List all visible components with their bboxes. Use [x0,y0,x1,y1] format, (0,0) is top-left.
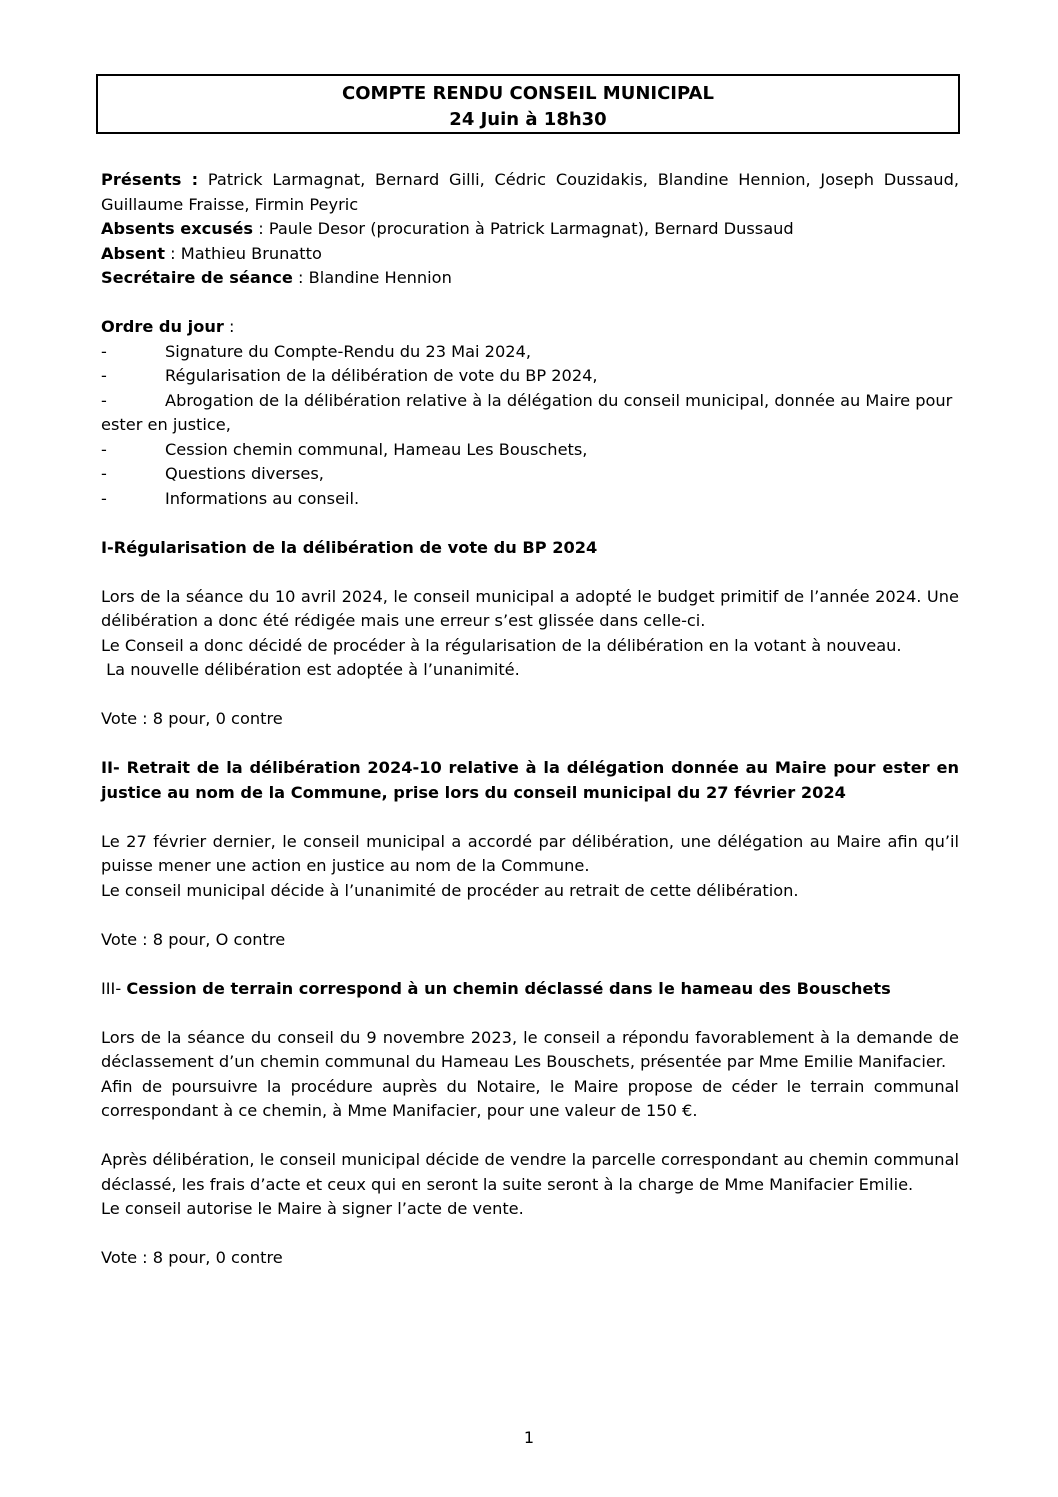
present-members [101,168,959,217]
section-2-paragraph: Le conseil municipal décide à l’unanimité de procéder au retrait de cette délibération. [101,880,799,900]
section-3-paragraph: Lors de la séance du conseil du 9 novembre 2023, le conseil a répondu favorablement à la demande de déclassement d’un chemin communal du Hameau Les Bouschets, présentée par Mme Emilie Manifacier. [101,1027,959,1071]
section-1-paragraph: Lors de la séance du 10 avril 2024, le conseil municipal a adopté le budget primitif de l’année 2024. Une délibération a donc été rédigée mais une erreur s’est glissée dans celle-ci. [101,586,959,630]
section-1-paragraph: La nouvelle délibération est adoptée à l’unanimité. [101,660,520,679]
agenda-item: - Abrogation de la délibération relative à la délégation du conseil municipal, donnée au Maire pour ester en justice, [101,390,953,434]
agenda-item: - Régularisation de la délibération de vote du BP 2024, [101,366,598,385]
excused-names: : Paule Desor (procuration à Patrick Larmagnat), Bernard Dussaud [258,219,794,238]
section-3-vote: Vote : 8 pour, 0 contre [101,1248,283,1267]
document-title-box [96,74,960,134]
secretary-name: : Blandine Hennion [298,268,452,287]
secretary-label: Secrétaire de séance [101,268,293,287]
absent-names: : Mathieu Brunatto [170,243,322,263]
agenda-item: - Informations au conseil. [101,488,360,508]
agenda-item: - Questions diverses, [101,464,324,483]
section-heading-3: III- Cession de terrain correspond à un chemin déclassé dans le hameau des Bouschets [101,978,891,998]
document-title: COMPTE RENDU CONSEIL MUNICIPAL [342,83,714,104]
present-names: Patrick Larmagnat, Bernard Gilli, Cédric Couzidakis, Blandine Hennion, Joseph Dussaud, Guillaume Fraisse, Firmin Peyric [101,170,959,214]
present-label: Présents : [101,170,199,189]
section-3-paragraph: Afin de poursuivre la procédure auprès du Notaire, le Maire propose de céder le terrain communal correspondant à ce chemin, à Mme Manifacier, pour une valeur de 150 €. [101,1076,959,1120]
absent-label: Absent [101,243,165,263]
agenda-heading: Ordre du jour : [101,317,235,336]
section-1-vote: Vote : 8 pour, 0 contre [101,709,283,728]
absent-members [101,242,959,267]
section-heading-2: II- Retrait de la délibération 2024-10 relative à la délégation donnée au Maire pour ester en justice au nom de la Commune, prise lors du conseil municipal du 27 février 2024 [101,758,959,802]
page-number: 1 [523,1428,535,1447]
section-3-paragraph: Après délibération, le conseil municipal décide de vendre la parcelle correspondant au chemin communal déclassé, les frais d’acte et ceux qui en seront la suite seront à la charge de Mme Manifacier Emilie. [101,1150,959,1194]
document-body [101,168,959,1271]
meeting-secretary [101,266,959,291]
excused-label: Absents excusés [101,219,254,238]
section-heading-1: I-Régularisation de la délibération de vote du BP 2024 [101,537,598,557]
section-2-vote: Vote : 8 pour, O contre [101,929,286,949]
agenda-item: - Signature du Compte-Rendu du 23 Mai 2024, [101,341,532,361]
section-3-paragraph: Le conseil autorise le Maire à signer l’acte de vente. [101,1199,524,1218]
meeting-date: 24 Juin à 18h30 [449,109,607,130]
section-1-paragraph: Le Conseil a donc décidé de procéder à la régularisation de la délibération en la votant à nouveau. [101,635,902,655]
agenda-item: - Cession chemin communal, Hameau Les Bouschets, [101,439,588,459]
excused-members [101,217,959,242]
section-2-paragraph: Le 27 février dernier, le conseil municipal a accordé par délibération, une délégation au Maire afin qu’il puisse mener une action en justice au nom de la Commune. [101,831,959,875]
